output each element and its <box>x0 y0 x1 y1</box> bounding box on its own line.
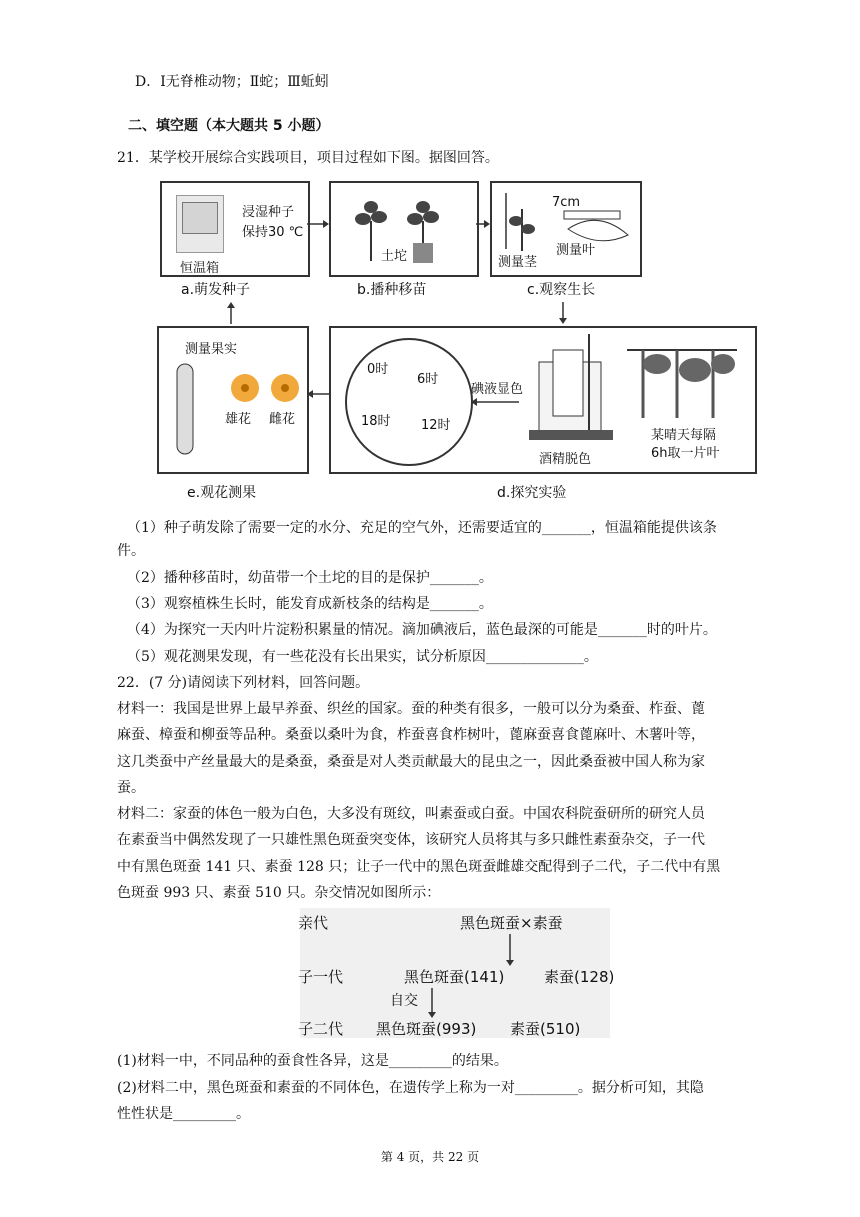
q21-sub1a: （1）种子萌发除了需要一定的水分、充足的空气外，还需要适宜的_______，恒温箱能提供该条 <box>127 520 717 536</box>
q22-sub2b: 性性状是_________。 <box>117 1106 250 1122</box>
experiment-figure <box>157 178 757 510</box>
arrow-left-icon <box>307 388 329 400</box>
m2-line1: 材料二：家蚕的体色一般为白色，大多没有斑纹，叫素蚕或白蚕。中国农科院蚕研所的研究人员 <box>117 806 705 822</box>
caption-b: b.播种移苗 <box>357 282 427 298</box>
m1-line4: 蚕。 <box>117 780 145 796</box>
label-fruit: 测量果实 <box>185 342 238 357</box>
box-d <box>329 326 757 474</box>
time-12: 12时 <box>421 418 451 433</box>
beaker-icon <box>529 334 619 442</box>
label-sample1: 某晴天每隔 <box>651 428 717 443</box>
label-temp: 保持30 ℃ <box>242 225 304 240</box>
section-title: 二、填空题（本大题共 5 小题） <box>128 118 330 134</box>
arrow-down-icon <box>557 302 569 324</box>
box-c <box>490 181 642 277</box>
arrow-down-icon <box>504 934 516 966</box>
arrow-left-icon <box>471 396 519 408</box>
label-alcohol: 酒精脱色 <box>539 452 592 467</box>
label-leaf: 测量叶 <box>556 243 596 258</box>
arrow-down-icon <box>426 988 438 1018</box>
label-sample2: 6h取一片叶 <box>651 446 720 461</box>
time-0: 0时 <box>367 362 389 377</box>
vine-icon <box>627 340 737 420</box>
parent-cross: 黑色斑蚕×素蚕 <box>460 914 563 932</box>
label-f2: 子二代 <box>298 1020 344 1038</box>
f1-plain: 素蚕(128) <box>544 968 615 986</box>
f1-black: 黑色斑蚕(141) <box>404 968 505 986</box>
label-soak: 浸湿种子 <box>242 205 295 220</box>
q22-sub2a: (2)材料二中，黑色斑蚕和素蚕的不同体色，在遗传学上称为一对_________。据分析可知，其隐 <box>117 1080 704 1096</box>
caption-e: e.观花测果 <box>187 485 257 501</box>
q21-sub5: （5）观花测果发现，有一些花没有长出果实，试分析原因______________。 <box>127 649 598 665</box>
label-stem: 测量茎 <box>498 255 538 270</box>
m1-line2: 麻蚕、樟蚕和柳蚕等品种。桑蚕以桑叶为食，柞蚕喜食柞树叶，蓖麻蚕喜食蓖麻叶、木薯叶等， <box>117 727 705 743</box>
label-f1: 子一代 <box>298 968 344 986</box>
label-soil: 土坨 <box>381 249 408 264</box>
label-male: 雄花 <box>225 412 252 427</box>
label-incubator: 恒温箱 <box>180 261 220 276</box>
box-a <box>160 181 310 277</box>
option-d: D．Ⅰ无脊椎动物；Ⅱ蛇；Ⅲ蚯蚓 <box>135 74 329 90</box>
page-footer: 第 4 页，共 22 页 <box>380 1150 480 1164</box>
incubator-icon <box>176 195 224 253</box>
arrow-right-icon <box>476 218 490 230</box>
arrow-right-icon <box>307 218 329 230</box>
q21-sub3: （3）观察植株生长时，能发育成新枝条的结构是_______。 <box>127 596 493 612</box>
caption-d: d.探究实验 <box>497 485 567 501</box>
f2-black: 黑色斑蚕(993) <box>376 1020 477 1038</box>
arrow-up-icon <box>225 302 237 324</box>
label-self: 自交 <box>390 993 418 1009</box>
f2-plain: 素蚕(510) <box>510 1020 581 1038</box>
time-18: 18时 <box>361 414 391 429</box>
time-6: 6时 <box>417 372 439 387</box>
clock-circle <box>345 338 473 466</box>
box-b <box>329 181 479 277</box>
q21-sub1b: 件。 <box>117 543 145 559</box>
label-7cm: 7cm <box>552 195 581 210</box>
q21-stem: 21．某学校开展综合实践项目，项目过程如下图。据图回答。 <box>117 150 499 166</box>
label-iodine: 碘液显色 <box>471 382 524 397</box>
box-e <box>157 326 309 474</box>
q21-sub2: （2）播种移苗时，幼苗带一个土坨的目的是保护_______。 <box>127 570 493 586</box>
m1-line3: 这几类蚕中产丝量最大的是桑蚕，桑蚕是对人类贡献最大的昆虫之一，因此桑蚕被中国人称为家 <box>117 754 705 770</box>
cross-diagram <box>290 908 620 1038</box>
q22-stem: 22．(7 分)请阅读下列材料，回答问题。 <box>117 675 370 691</box>
caption-c: c.观察生长 <box>527 282 596 298</box>
q22-sub1: (1)材料一中，不同品种的蚕食性各异，这是_________的结果。 <box>117 1053 508 1069</box>
caption-a: a.萌发种子 <box>181 282 251 298</box>
m2-line4: 色斑蚕 993 只、素蚕 510 只。杂交情况如图所示： <box>117 885 441 901</box>
m1-line1: 材料一：我国是世界上最早养蚕、织丝的国家。蚕的种类有很多，一般可以分为桑蚕、柞蚕、蓖 <box>117 701 705 717</box>
m2-line2: 在素蚕当中偶然发现了一只雄性黑色斑蚕突变体，该研究人员将其与多只雌性素蚕杂交，子一代 <box>117 832 705 848</box>
label-female: 雌花 <box>269 412 296 427</box>
q21-sub4: （4）为探究一天内叶片淀粉积累量的情况。滴加碘液后，蓝色最深的可能是_______时的叶片。 <box>127 622 717 638</box>
label-parent: 亲代 <box>298 914 329 932</box>
m2-line3: 中有黑色斑蚕 141 只、素蚕 128 只；让子一代中的黑色斑蚕雌雄交配得到子二代，子二代中有黑 <box>117 859 721 875</box>
